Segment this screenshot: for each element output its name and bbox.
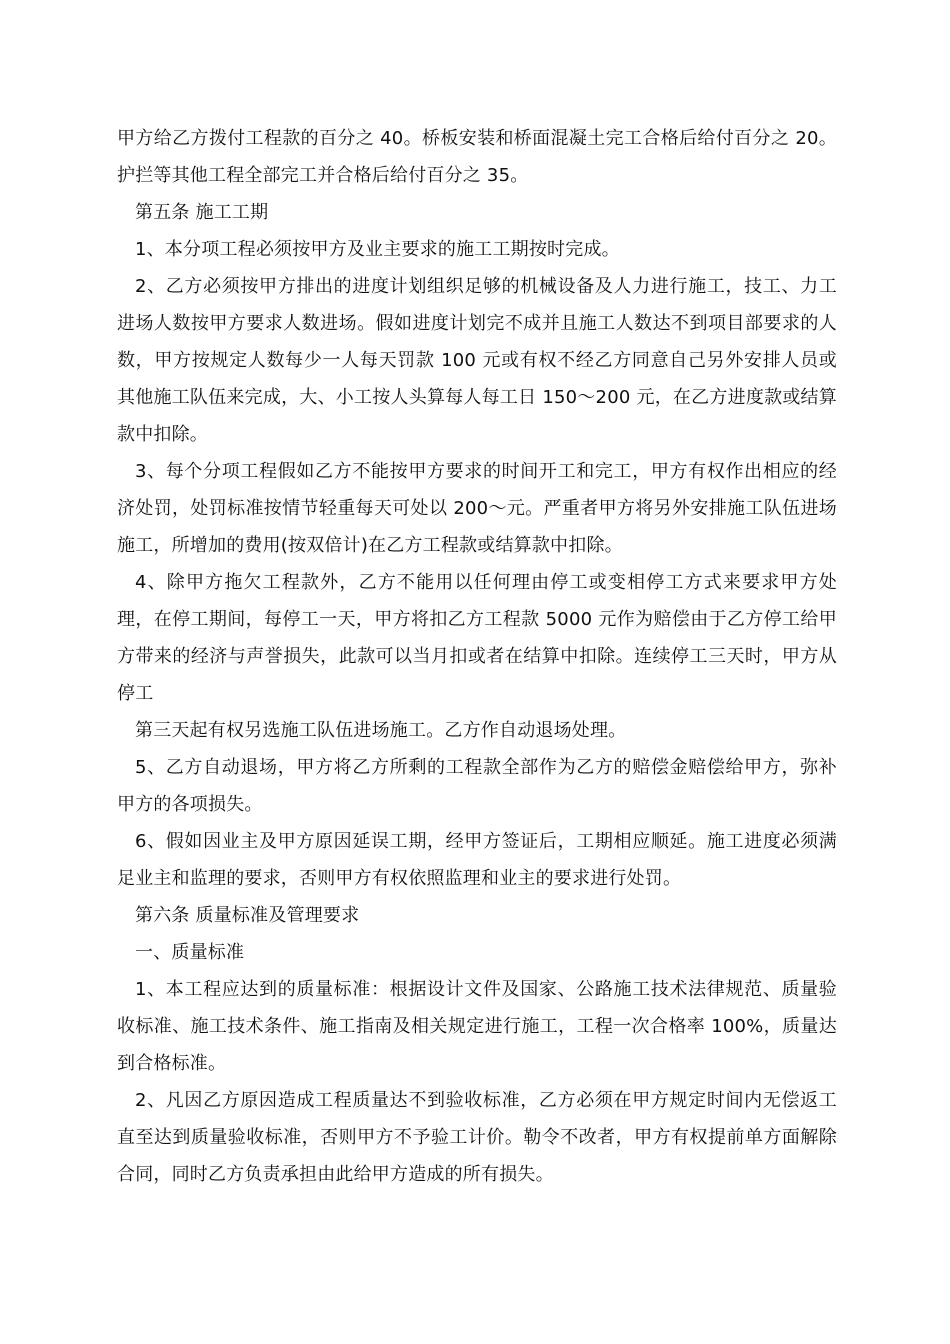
- section-heading-article-6: 第六条 质量标准及管理要求: [135, 905, 360, 926]
- paragraph-5-5: 5、乙方自动退场，甲方将乙方所剩的工程款全部作为乙方的赔偿金赔偿给甲方，弥补甲方的各项损失。: [117, 757, 837, 815]
- subsection-heading-quality-standard: 一、质量标准: [135, 942, 245, 963]
- paragraph-6-1: 1、本工程应达到的质量标准：根据设计文件及国家、公路施工技术法律规范、质量验收标准、施工技术条件、施工指南及相关规定进行施工，工程一次合格率 100%，质量达到合格标准。: [117, 979, 837, 1074]
- paragraph-5-1: 1、本分项工程必须按甲方及业主要求的施工工期按时完成。: [135, 239, 620, 260]
- paragraph-5-3: 3、每个分项工程假如乙方不能按甲方要求的时间开工和完工，甲方有权作出相应的经济处罚，处罚标准按情节轻重每天可处以 200～元。严重者甲方将另外安排施工队伍进场施工，所增加的费用(按双倍计)在乙方工程款或结算款中扣除。: [117, 461, 837, 556]
- paragraph-payment-terms: 甲方给乙方拨付工程款的百分之 40。桥板安装和桥面混凝土完工合格后给付百分之 20。护拦等其他工程全部完工并合格后给付百分之 35。: [117, 128, 837, 186]
- paragraph-5-4-continued: 第三天起有权另选施工队伍进场施工。乙方作自动退场处理。: [135, 720, 627, 741]
- paragraph-6-2: 2、凡因乙方原因造成工程质量达不到验收标准，乙方必须在甲方规定时间内无偿返工直至达到质量验收标准，否则甲方不予验工计价。勒令不改者，甲方有权提前单方面解除合同，同时乙方负责承担由此给甲方造成的所有损失。: [117, 1090, 837, 1185]
- paragraph-5-6: 6、假如因业主及甲方原因延误工期，经甲方签证后，工期相应顺延。施工进度必须满足业主和监理的要求，否则甲方有权依照监理和业主的要求进行处罚。: [117, 831, 837, 889]
- section-heading-article-5: 第五条 施工工期: [135, 202, 269, 223]
- document-body: [117, 120, 837, 1193]
- paragraph-5-4: 4、除甲方拖欠工程款外，乙方不能用以任何理由停工或变相停工方式来要求甲方处理，在停工期间，每停工一天，甲方将扣乙方工程款 5000 元作为赔偿由于乙方停工给甲方带来的经济与声誉损失，此款可以当月扣或者在结算中扣除。连续停工三天时，甲方从停工: [117, 572, 837, 704]
- paragraph-5-2: 2、乙方必须按甲方排出的进度计划组织足够的机械设备及人力进行施工，技工、力工进场人数按甲方要求人数进场。假如进度计划完不成并且施工人数达不到项目部要求的人数，甲方按规定人数每少一人每天罚款 100 元或有权不经乙方同意自己另外安排人员或其他施工队伍来完成，大、小工按人头算每人每工日 150～200 元，在乙方进度款或结算款中扣除。: [117, 276, 837, 445]
